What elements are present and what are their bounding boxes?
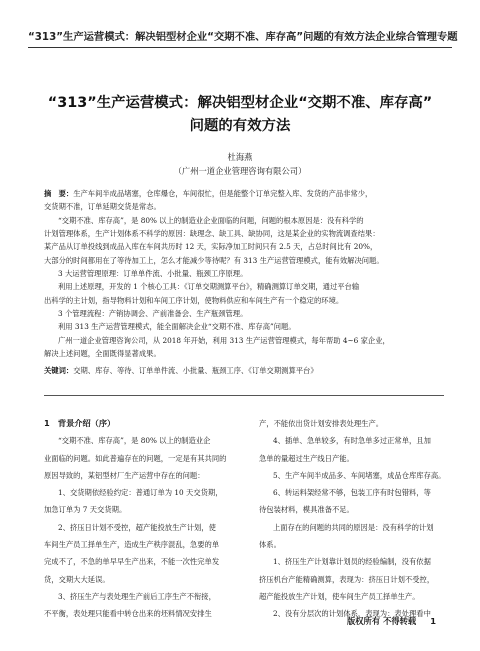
- body-line: 挤压机台产能精确测算，表现为：挤压日计划不受控，: [259, 574, 435, 584]
- body-line: 产，不能依出货计划安排表处理生产。: [259, 419, 384, 428]
- keywords-line: [44, 364, 444, 377]
- body-line: 原因导致的，某铝型材厂生产运营中存在的问题：: [44, 470, 205, 480]
- keywords-text: 交期、库存、等待、订单单件流、小批量、瓶颈工序、《订单交期测算平台》: [73, 366, 318, 375]
- abstract-divider: [44, 395, 444, 396]
- page-number: 1: [430, 616, 436, 626]
- abstract-line: 利用上述原理，开发的 1 个核心工具：《订单交期测算平台》，精确测算订单交期，通过平台输: [58, 282, 360, 291]
- abstract-line: 摘 要：生产车间半成品堵塞，仓库爆仓，车间很忙，但是能整个订单完整入库、发货的产品非常少，: [44, 189, 373, 198]
- body-line: 2、没有分层次的计划体系，表现为：表处理看中: [273, 609, 431, 619]
- body-line: 1、交货期依经验约定：普通订单为 10 天交货期，: [58, 488, 223, 498]
- body-line: 1、挤压生产计划靠计划员的经验编制，没有依据: [273, 557, 431, 567]
- abstract-line: 3 个管理流程：产销协调会、产前准备会、生产瓶颈管理。: [58, 309, 248, 318]
- article-title-line-1: “313”生产运营模式：解决铝型材企业“交期不准、库存高”: [47, 95, 433, 111]
- body-line: 5、生产车间半成品多、车间堵塞，成品仓库库存高。: [273, 470, 446, 480]
- page-footer: [347, 615, 436, 627]
- running-header: [28, 24, 458, 46]
- body-line: 不平衡，表处理只能看中转仓出来的坯料情况安排生: [44, 609, 212, 619]
- abstract-line: “交期不准、库存高”，是 80% 以上的制造业企业面临的问题，问题的根本原因是：没有科学的: [58, 216, 364, 225]
- abstract-label: 摘 要：: [44, 189, 74, 198]
- body-column-right: [259, 415, 451, 623]
- abstract-line: 解决上述问题，全面既得显著成果。: [44, 349, 161, 358]
- body-line: 2、挤压日计划不受控，超产能投放生产计划，使: [58, 522, 216, 532]
- body-line: 6、转运料架经常不够，包装工序有时包错料，等: [273, 488, 431, 498]
- author-affiliation: （广州一道企业管理咨询有限公司）: [173, 166, 307, 176]
- abstract-line: 计划管理体系，生产计划体系不科学的原因：缺理念、缺工具、缺协同，这是某企业的实物流调查结果：: [44, 229, 380, 238]
- section-heading: 1 背景介绍（序）: [44, 418, 116, 428]
- body-line: 业面临的问题。如此普遍存在的问题，一定是有其共同的: [44, 453, 227, 463]
- body-line: 体系。: [259, 540, 281, 550]
- body-column-left: [44, 415, 242, 623]
- body-line: 车间生产员工择单生产，造成生产秩序混乱，急要的单: [44, 540, 220, 550]
- body-line: “交期不准、库存高”，是 80% 以上的制造业企: [58, 436, 211, 446]
- body-line: 超产能投放生产计划，使车间生产员工择单生产。: [259, 591, 420, 601]
- abstract-line: 大部分的时间都用在了等待加工上，怎么才能减少等待呢？有 313 生产运营管理模式，能有效解决问题。: [44, 256, 384, 265]
- abstract-line: 某产品从订单投线到成品入库在车间共历时 12 天，实际净加工时间只有 2.5 天，占总时间比有 20%，: [44, 242, 378, 251]
- running-header-section: 企业综合管理专题: [375, 30, 458, 43]
- abstract-line: 交货期不准，订单延期交货是常态。: [44, 202, 161, 211]
- abstract-line: 利用 313 生产运营管理模式，能全面解决企业“交期不准、库存高”问题。: [58, 322, 296, 331]
- running-header-article-title: “313”生产运营模式：解决铝型材企业“交期不准、库存高”问题的有效方法: [28, 30, 376, 43]
- body-line: 急单的量超过生产线日产能。: [259, 453, 354, 463]
- copyright-notice: 版权所有 不得转载: [346, 616, 417, 626]
- article-title-line-2: 问题的有效方法: [189, 118, 291, 134]
- header-rule: [28, 47, 452, 49]
- author-name: 杜海燕: [227, 152, 253, 162]
- abstract-line: 广州一道企业管理咨询公司，从 2018 年开始，利用 313 生产运营管理模式，每年帮助 4~6 家企业，: [58, 336, 390, 345]
- body-line: 加急订单为 7 天交货期。: [44, 505, 127, 515]
- body-line: 上面存在的问题的共同的原因是：没有科学的计划: [273, 522, 434, 532]
- body-line: 货，交期大大延误。: [44, 574, 110, 584]
- keywords-label: 关键词：: [44, 366, 74, 375]
- abstract-line: 出科学的主计划，指导物料计划和车间工序计划，使物料供应和车间生产有一个稳定的环境。: [44, 296, 344, 305]
- body-line: 完成不了，不急的单早早生产出来，不能一次性完单发: [44, 557, 220, 567]
- body-line: 4、插单、急单较多，有时急单多过正常单，且加: [273, 436, 431, 446]
- body-line: 3、挤压生产与表处理生产前后工序生产不衔接，: [58, 591, 216, 601]
- body-line: 待包装材料，模具准备不足。: [259, 505, 354, 515]
- abstract-line: 3 大运营管理原理：订单单件流、小批量、瓶颈工序原理。: [58, 269, 248, 278]
